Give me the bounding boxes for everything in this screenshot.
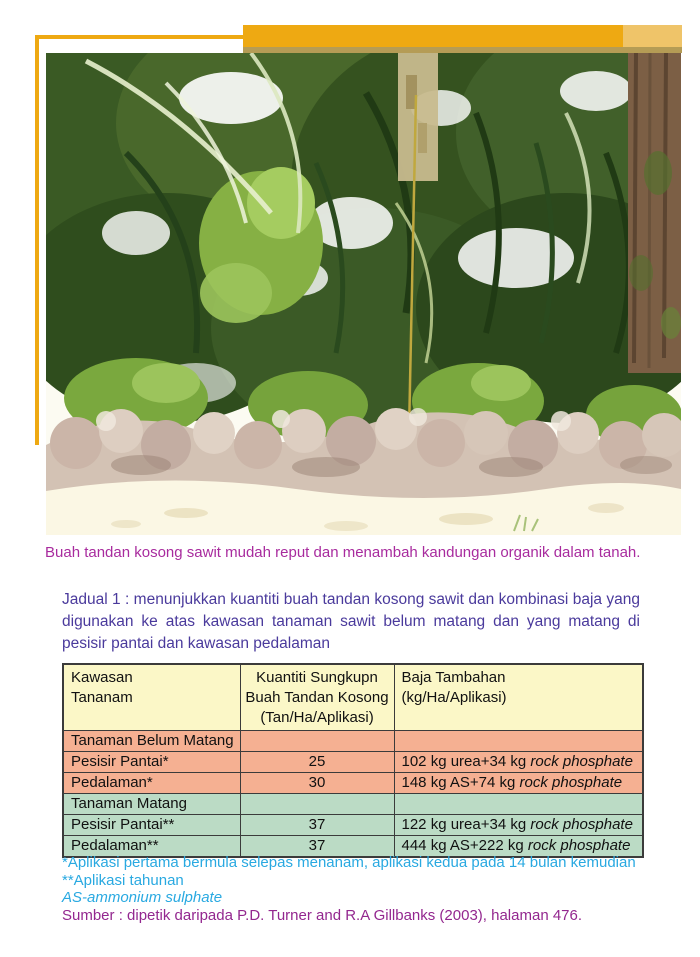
cell-fert (394, 773, 643, 794)
cell-qty (240, 731, 394, 752)
photo-caption: Buah tandan kosong sawit mudah reput dan menambah kandungan organik dalam tanah. (45, 544, 641, 561)
cell-qty: 30 (240, 773, 394, 794)
header-kawasan (63, 664, 240, 731)
table-row-section-mature (63, 794, 643, 815)
table-row-pesisir-pantai-immature (63, 752, 643, 773)
fert-text: 148 kg AS+74 kg (401, 774, 520, 791)
cell-qty: 37 (240, 836, 394, 858)
cell-qty (240, 794, 394, 815)
cell-area: Pesisir Pantai** (63, 815, 240, 836)
fert-italic: rock phosphate (527, 837, 631, 854)
header-baja (394, 664, 643, 731)
plantation-photo-illustration (46, 53, 681, 535)
cell-fert (394, 752, 643, 773)
source-citation: Sumber : dipetik daripada P.D. Turner and R.A Gillbanks (2003), halaman 476. (62, 907, 583, 924)
header-kuantiti-line2: Buah Tandan Kosong (245, 689, 389, 706)
table-row-section-immature (63, 731, 643, 752)
cell-area: Tanaman Matang (63, 794, 240, 815)
header-baja-line1: Baja Tambahan (401, 669, 506, 686)
cell-fert (394, 815, 643, 836)
header-kawasan-line2: Tananam (71, 689, 133, 706)
table-header-row (63, 664, 643, 731)
table-footnotes (62, 854, 662, 907)
frame-thin-vertical-line (35, 35, 39, 445)
cell-area: Tanaman Belum Matang (63, 731, 240, 752)
fert-italic: rock phosphate (530, 816, 633, 833)
cell-area: Pedalaman* (63, 773, 240, 794)
cell-area: Pesisir Pantai* (63, 752, 240, 773)
fert-text: 102 kg urea+34 kg (401, 753, 531, 770)
header-kawasan-line1: Kawasan (71, 669, 133, 686)
header-kuantiti-line3: (Tan/Ha/Aplikasi) (260, 709, 374, 726)
cell-qty: 37 (240, 815, 394, 836)
cell-qty: 25 (240, 752, 394, 773)
cell-fert (394, 731, 643, 752)
frame-top-bar-light-segment (623, 25, 682, 48)
frame-top-bar (243, 25, 623, 48)
header-baja-line2: (kg/Ha/Aplikasi) (401, 689, 507, 706)
fertilizer-table (62, 663, 644, 858)
table-row-pedalaman-immature (63, 773, 643, 794)
fert-text: 444 kg AS+222 kg (401, 837, 528, 854)
fert-text: 122 kg urea+34 kg (401, 816, 531, 833)
plantation-photo (46, 53, 681, 535)
footnote-application-schedule: *Aplikasi pertama bermula selepas menanam, aplikasi kedua pada 14 bulan kemudian (62, 854, 636, 871)
header-kuantiti (240, 664, 394, 731)
table-intro-paragraph: Jadual 1 : menunjukkan kuantiti buah tandan kosong sawit dan kombinasi baja yang digunakan ke atas kawasan tanaman sawit belum matang dan yang matang di pesisir pantai dan kawasan pedalaman (62, 591, 640, 652)
footnote-as-abbreviation: AS-ammonium sulphate (62, 889, 223, 906)
cell-area: Pedalaman** (63, 836, 240, 858)
fert-italic: rock phosphate (530, 753, 633, 770)
table-row-pesisir-pantai-mature (63, 815, 643, 836)
footnote-annual-application: **Aplikasi tahunan (62, 871, 184, 889)
header-kuantiti-line1: Kuantiti Sungkupn (256, 669, 378, 686)
fert-italic: rock phosphate (519, 774, 623, 791)
frame-thin-horizontal-line (35, 35, 245, 39)
cell-fert (394, 794, 643, 815)
